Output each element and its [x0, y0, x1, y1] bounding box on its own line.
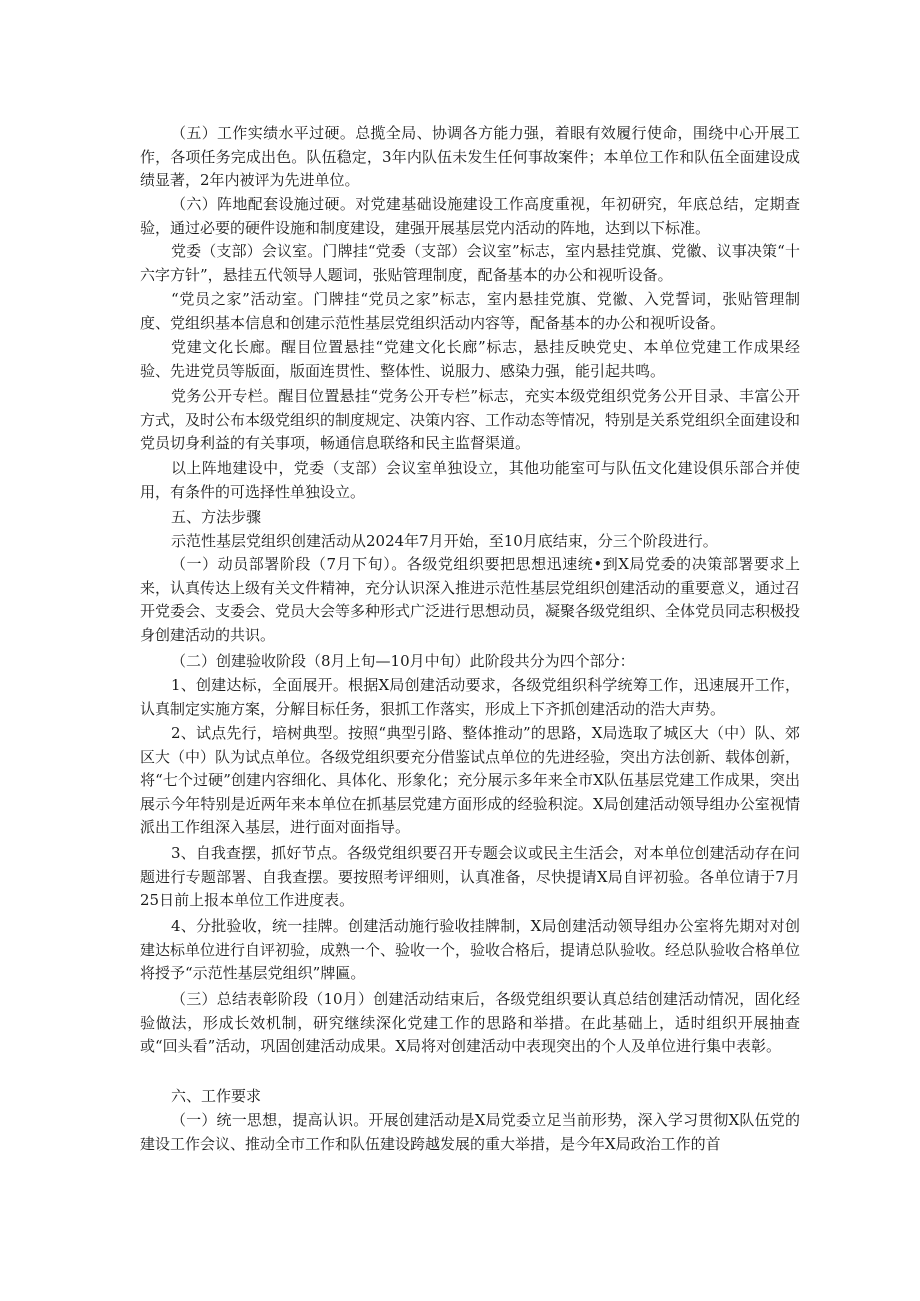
paragraph-stage-one: （一）动员部署阶段（7月下旬）。各级党组织要把思想迅速统•到X局党委的决策部署要求上来，认真传达上级有关文件精神，充分认识深入推进示范性基层党组织创建活动的重要意义，通过召开党委会、支委会、党员大会等多种形式广泛进行思想动员，凝聚各级党组织、全体党员同志积极投身创建活动的共识。 [140, 555, 801, 644]
paragraph-stage-two: （二）创建验收阶段（8月上旬—10月中旬）此阶段共分为四个部分： [171, 652, 635, 670]
paragraph-step-three: 3、自我查摆，抓好节点。各级党组织要召开专题会议或民主生活会，对本单位创建活动存在问题进行专题部署、自我查摆。要按照考评细则，认真准备，尽快提请X局自评初验。各单位请于7月25日前上报本单位工作进度表。 [140, 844, 800, 909]
section-heading-methods: 五、方法步骤 [171, 508, 262, 526]
paragraph-work-performance: （五）工作实绩水平过硬。总揽全局、协调各方能力强，着眼有效履行使命，围绕中心开展工作，各项任务完成出色。队伍稳定，3年内队伍未发生任何事故案件；本单位工作和队伍全面建设成绩显著，2年内被评为先进单位。 [140, 124, 800, 189]
paragraph-schedule: 示范性基层党组织创建活动从2024年7月开始，至10月底结束，分三个阶段进行。 [171, 532, 718, 550]
paragraph-meeting-room: 党委（支部）会议室。门牌挂“党委（支部）会议室”标志，室内悬挂党旗、党徽、议事决策“十六字方针”，悬挂五代领导人题词，张贴管理制度，配备基本的办公和视听设备。 [140, 242, 800, 284]
paragraph-culture-corridor: 党建文化长廊。醒目位置悬挂“党建文化长廊”标志，悬挂反映党史、本单位党建工作成果经验、先进党员等版面，版面连贯性、整体性、说服力、感染力强，能引起共鸣。 [140, 338, 800, 380]
paragraph-affairs-column: 党务公开专栏。醒目位置悬挂“党务公开专栏”标志，充实本级党组织党务公开目录、丰富公开方式，及时公布本级党组织的制度规定、决策内容、工作动态等情况，特别是关系党组织全面建设和党员切身利益的有关事项，畅通信息联络和民主监督渠道。 [140, 387, 801, 452]
paragraph-step-two: 2、试点先行，培树典型。按照“典型引路、整体推动”的思路，X局选取了城区大（中）队、郊区大（中）队为试点单位。各级党组织要充分借鉴试点单位的先进经验，突出方法创新、载体创新，将“七个过硬”创建内容细化、具体化、形象化；充分展示多年来全市X队伍基层党建工作成果，突出展示今年特别是近两年来本单位在抓基层党建方面形成的经验积淀。X局创建活动领导组办公室视情派出工作组深入基层，进行面对面指导。 [140, 724, 801, 836]
paragraph-stage-three: （三）总结表彰阶段（10月）创建活动结束后，各级党组织要认真总结创建活动情况，固化经验做法，形成长效机制，研究继续深化党建工作的思路和举措。在此基础上，适时组织开展抽查或“回头看”活动，巩固创建活动成果。X局将对创建活动中表现突出的个人及单位进行集中表彰。 [140, 990, 800, 1055]
section-heading-requirements: 六、工作要求 [171, 1087, 262, 1105]
paragraph-facility-summary: 以上阵地建设中，党委（支部）会议室单独设立，其他功能室可与队伍文化建设俱乐部合并使用，有条件的可选择性单独设立。 [140, 459, 800, 501]
paragraph-step-four: 4、分批验收，统一挂牌。创建活动施行验收挂牌制，X局创建活动领导组办公室将先期对对创建达标单位进行自评初验，成熟一个、验收一个，验收合格后，提请总队验收。经总队验收合格单位将授予“示范性基层党组织”牌匾。 [140, 917, 801, 982]
paragraph-requirement-one: （一）统一思想，提高认识。开展创建活动是X局党委立足当前形势，深入学习贯彻X队伍党的建设工作会议、推动全市工作和队伍建设跨越发展的重大举措，是今年X局政治工作的首 [140, 1111, 800, 1153]
paragraph-step-one: 1、创建达标，全面展开。根据X局创建活动要求，各级党组织科学统筹工作，迅速展开工作，认真制定实施方案，分解目标任务，狠抓工作落实，形成上下齐抓创建活动的浩大声势。 [140, 676, 800, 718]
paragraph-members-home: “党员之家”活动室。门牌挂“党员之家”标志，室内悬挂党旗、党徽、入党誓词，张贴管理制度、党组织基本信息和创建示范性基层党组织活动内容等，配备基本的办公和视听设备。 [140, 290, 800, 332]
paragraph-facility-construction: （六）阵地配套设施过硬。对党建基础设施建设工作高度重视，年初研究，年底总结，定期查验，通过必要的硬件设施和制度建设，建强开展基层党内活动的阵地，达到以下标准。 [140, 195, 800, 237]
